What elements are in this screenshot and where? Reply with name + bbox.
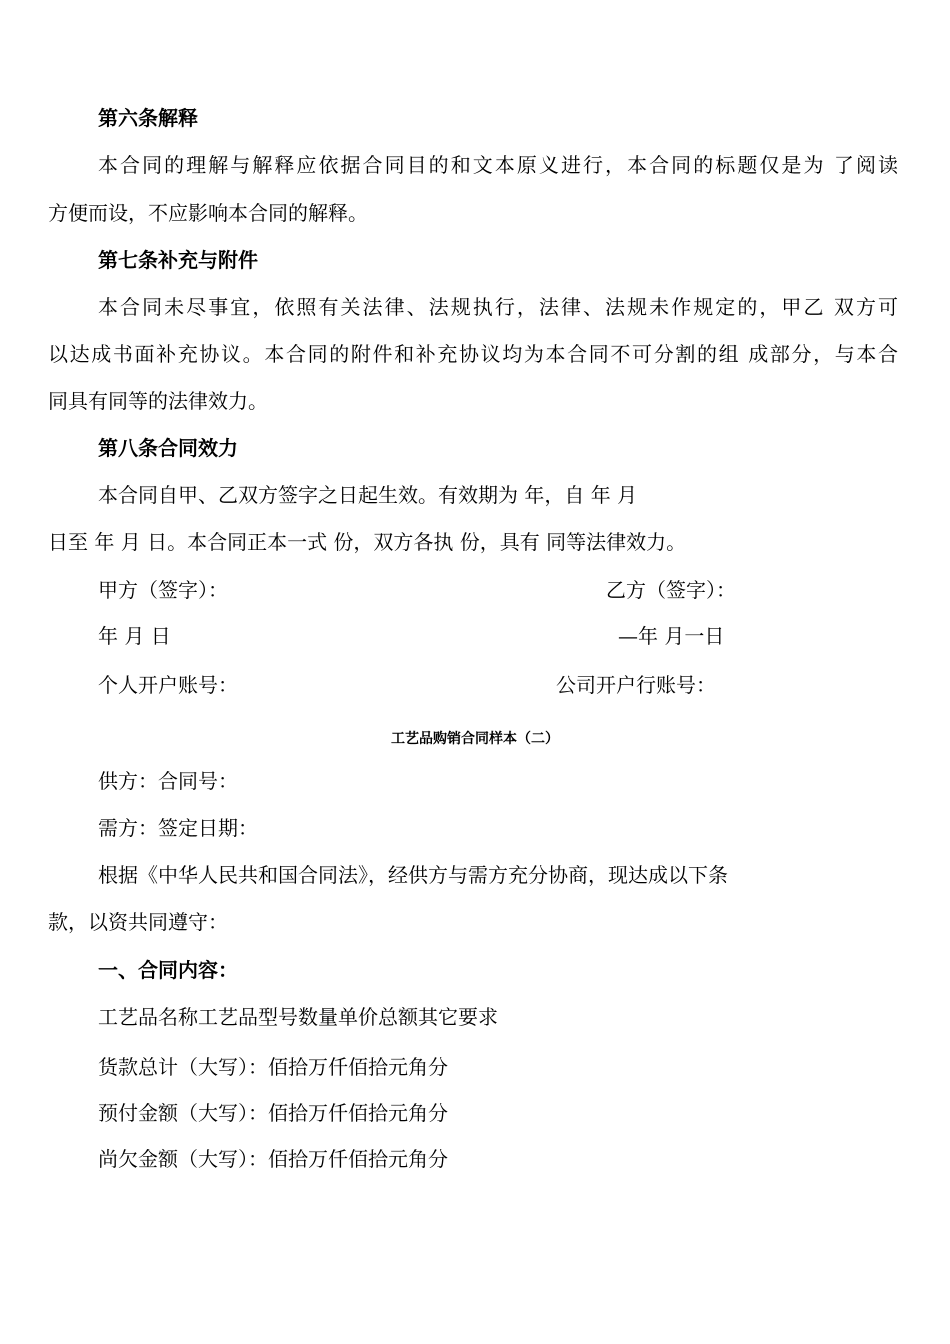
party-b-sign: 乙方（签字）： (606, 578, 736, 602)
party-b-date: —年 月一日 (618, 624, 725, 648)
section7-line2: 以达成书面补充协议。本合同的附件和补充协议均为本合同不可分割的组 成部分，与本合 (48, 342, 898, 366)
section6-line2: 方便而设，不应影响本合同的解释。 (48, 201, 368, 225)
section7-line3: 同具有同等的法律效力。 (48, 389, 268, 413)
intro-line2: 款，以资共同遵守： (48, 910, 228, 934)
content-columns: 工艺品名称工艺品型号数量单价总额其它要求 (98, 1005, 498, 1029)
content-heading: 一、合同内容： (98, 958, 238, 982)
total-amount: 货款总计（大写）：佰拾万仟佰拾元角分 (98, 1055, 448, 1079)
section7-heading: 第七条补充与附件 (98, 248, 258, 272)
section7-line1: 本合同未尽事宜，依照有关法律、法规执行，法律、法规未作规定的，甲乙 双方可 (98, 295, 898, 319)
prepaid-amount: 预付金额（大写）：佰拾万仟佰拾元角分 (98, 1101, 448, 1125)
intro-line1: 根据《中华人民共和国合同法》，经供方与需方充分协商，现达成以下条 (98, 863, 728, 887)
party-a-date: 年 月 日 (98, 624, 171, 648)
party-a-sign: 甲方（签字）： (98, 578, 228, 602)
section6-heading: 第六条解释 (98, 106, 198, 130)
section8-line2: 日至 年 月 日。本合同正本一式 份，双方各执 份，具有 同等法律效力。 (48, 530, 687, 554)
company-account: 公司开户行账号： (556, 673, 716, 697)
section8-line1: 本合同自甲、乙双方签字之日起生效。有效期为 年，自 年 月 (98, 483, 638, 507)
outstanding-amount: 尚欠金额（大写）：佰拾万仟佰拾元角分 (98, 1147, 448, 1171)
sample2-title: 工艺品购销合同样本（二） (391, 731, 559, 747)
buyer-line: 需方：签定日期： (98, 816, 258, 840)
supplier-line: 供方：合同号： (98, 769, 238, 793)
section8-heading: 第八条合同效力 (98, 436, 238, 460)
section6-line1: 本合同的理解与解释应依据合同目的和文本原义进行，本合同的标题仅是为 了阅读 (98, 153, 898, 177)
personal-account: 个人开户账号： (98, 673, 238, 697)
